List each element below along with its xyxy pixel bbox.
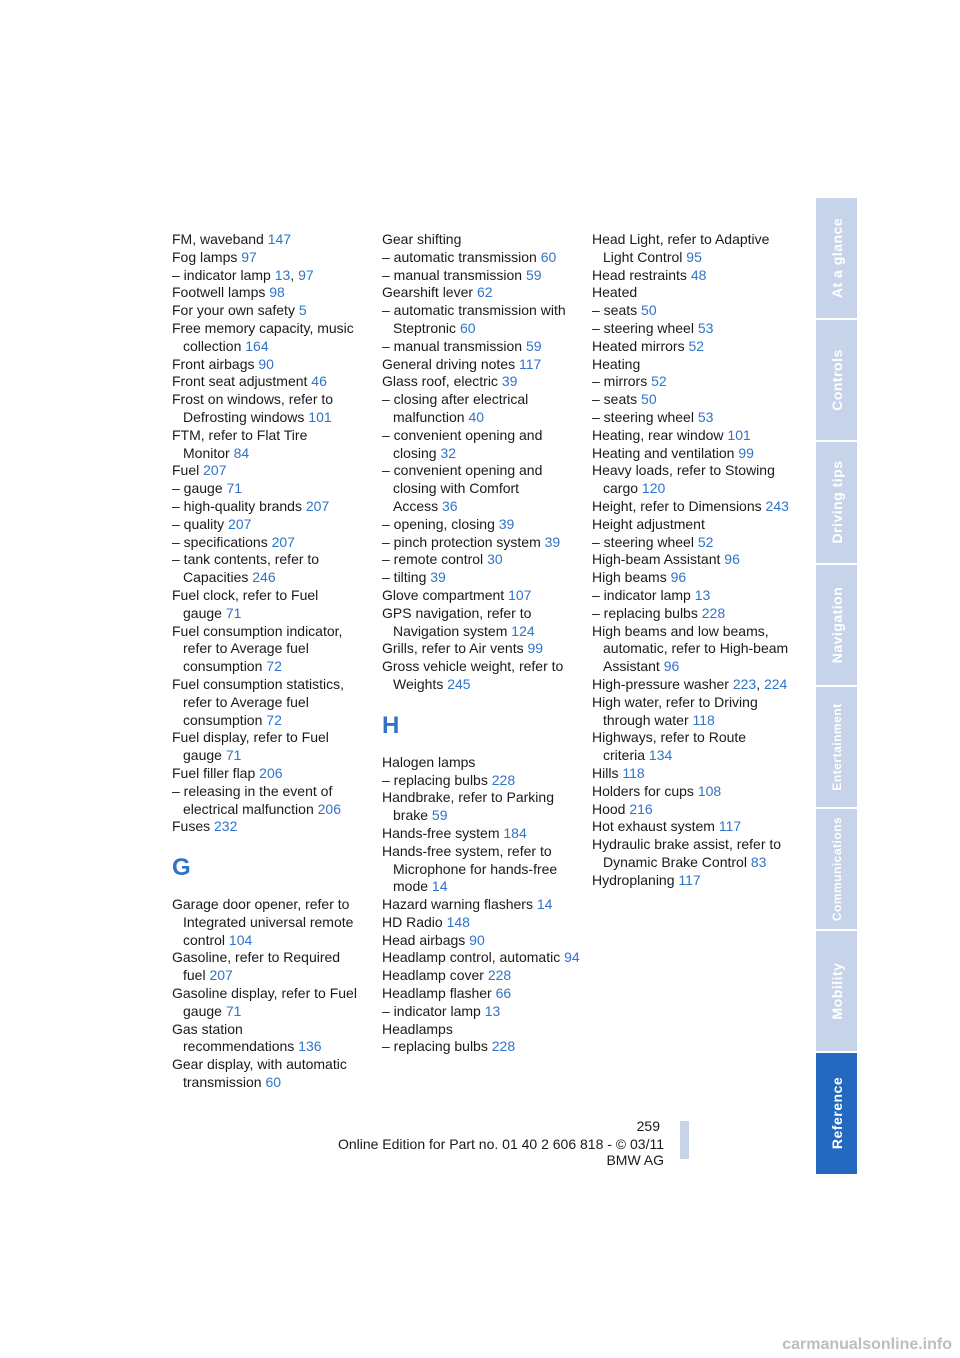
index-entry <box>592 765 792 783</box>
index-term: – mirrors <box>592 373 648 390</box>
index-entry <box>172 676 367 729</box>
index-term: Hazard warning flashers <box>382 896 533 913</box>
index-entry <box>382 249 582 267</box>
index-term: Heating, rear window <box>592 426 724 443</box>
index-term: Hands-free system <box>382 824 500 841</box>
index-entry <box>172 534 367 552</box>
index-term: FM, waveband <box>172 231 264 247</box>
page-link[interactable]: 228 <box>487 967 512 984</box>
page-link[interactable]: 124 <box>511 622 535 639</box>
index-term: – quality <box>172 515 225 532</box>
index-term: – replacing bulbs <box>592 604 698 621</box>
index-entry <box>172 427 367 463</box>
index-term: – replacing bulbs <box>382 771 488 788</box>
index-entry <box>382 373 582 391</box>
index-term: Garage door opener, refer to Integrated universal remote control <box>172 896 354 948</box>
index-term: Halogen lamps <box>382 753 476 770</box>
page-link[interactable]: 148 <box>446 913 470 930</box>
page-link[interactable]: 223 <box>732 675 757 692</box>
index-entry <box>172 729 367 765</box>
page-link[interactable]: 136 <box>298 1038 322 1055</box>
tab-label: Reference <box>828 1077 845 1150</box>
page-link[interactable]: 71 <box>226 480 243 497</box>
page-link[interactable]: 207 <box>271 533 295 550</box>
page-link[interactable]: 39 <box>501 373 518 390</box>
index-column-2 <box>382 231 582 1056</box>
index-term: – indicator lamp <box>172 266 271 283</box>
tab-label: Controls <box>828 349 845 412</box>
index-entry <box>382 267 582 285</box>
index-entry <box>382 843 582 896</box>
page-link[interactable]: 164 <box>245 337 269 354</box>
index-entry <box>382 932 582 950</box>
index-entry <box>382 1003 582 1021</box>
page-link[interactable]: 101 <box>308 408 332 425</box>
page-link[interactable]: 53 <box>697 319 714 336</box>
page-link[interactable]: 39 <box>544 533 561 550</box>
page-link[interactable]: 50 <box>641 391 657 408</box>
page-link[interactable]: 90 <box>258 355 274 372</box>
index-term: General driving notes <box>382 355 516 372</box>
index-entry <box>382 825 582 843</box>
index-entry <box>382 551 582 569</box>
index-entry <box>382 516 582 534</box>
index-term: Hydroplaning <box>592 871 675 888</box>
index-entry <box>172 356 367 374</box>
tab-label: At a glance <box>828 217 845 299</box>
index-term: – tank contents, refer to Capacities <box>172 551 320 586</box>
index-term: – automatic transmission <box>382 248 537 265</box>
page-link[interactable]: 246 <box>252 569 276 586</box>
index-term: Fog lamps <box>172 248 238 265</box>
page-link[interactable]: 232 <box>214 818 238 835</box>
index-entry <box>592 587 792 605</box>
page-link[interactable]: 40 <box>468 408 485 425</box>
page-link[interactable]: 134 <box>648 747 673 764</box>
index-term: – indicator lamp <box>592 586 691 603</box>
index-entry <box>172 623 367 676</box>
page-link[interactable]: 184 <box>503 824 527 841</box>
page-link[interactable]: 96 <box>724 551 740 568</box>
tab-label: Entertainment <box>829 703 844 791</box>
index-entry <box>592 694 792 730</box>
page-link[interactable]: 99 <box>527 640 544 657</box>
index-term: Head restraints <box>592 266 687 283</box>
page-number: 259 <box>636 1118 660 1134</box>
index-entry <box>592 231 792 267</box>
page-link[interactable]: 59 <box>525 337 542 354</box>
page-link[interactable]: 117 <box>718 818 742 835</box>
watermark: carmanualsonline.info <box>782 1336 952 1353</box>
index-entry <box>172 391 367 427</box>
page-link[interactable]: 101 <box>727 426 751 443</box>
index-term: – convenient opening and closing <box>382 426 543 461</box>
index-entry <box>172 462 367 480</box>
index-term: – remote control <box>382 551 484 568</box>
page-link[interactable]: 224 <box>763 675 788 692</box>
page-link[interactable]: 207 <box>209 967 233 984</box>
page-marker <box>680 1121 689 1159</box>
index-term: Grills, refer to Air vents <box>382 640 524 657</box>
index-entry <box>382 896 582 914</box>
index-term: High water, refer to Driving through water <box>592 693 758 728</box>
index-term: Fuel display, refer to Fuel gauge <box>172 729 329 764</box>
page-link[interactable]: 97 <box>241 248 257 265</box>
index-term: Glass roof, electric <box>382 373 498 390</box>
index-term: Front airbags <box>172 355 255 372</box>
page-link[interactable]: 245 <box>447 675 471 692</box>
index-entry <box>382 772 582 790</box>
page-link[interactable]: 52 <box>651 373 667 390</box>
page-link[interactable]: 118 <box>622 764 645 781</box>
page-link[interactable]: 72 <box>266 711 282 728</box>
page-link[interactable]: 104 <box>228 931 253 948</box>
index-entry <box>592 427 792 445</box>
index-entry <box>382 338 582 356</box>
index-entry <box>172 783 367 819</box>
tab-at-a-glance[interactable] <box>816 198 857 320</box>
index-entry <box>172 480 367 498</box>
index-entry <box>172 320 367 356</box>
index-entry <box>382 789 582 825</box>
page-link[interactable]: 13 <box>274 266 291 283</box>
index-term: Heated mirrors <box>592 337 685 354</box>
page-link[interactable]: 53 <box>697 408 714 425</box>
index-term: Fuel consumption statistics, refer to Average fuel consumption <box>172 675 344 728</box>
tab-driving-tips[interactable] <box>816 442 857 564</box>
page-link[interactable]: 13 <box>484 1002 501 1019</box>
tab-reference[interactable] <box>816 1053 857 1175</box>
index-term: GPS navigation, refer to Navigation system <box>382 604 532 639</box>
page-link[interactable]: 52 <box>688 337 705 354</box>
index-term: Headlamp flasher <box>382 985 492 1002</box>
page-link[interactable]: 117 <box>518 355 542 372</box>
index-term: Height, refer to Dimensions <box>592 497 762 514</box>
index-entry <box>172 551 367 587</box>
page-link[interactable]: 71 <box>225 1002 242 1019</box>
index-entry <box>382 569 582 587</box>
index-entry <box>592 676 792 694</box>
page-link[interactable]: 60 <box>540 248 557 265</box>
index-entry <box>172 302 367 320</box>
tab-label: Mobility <box>828 962 845 1020</box>
page-link[interactable]: 39 <box>498 515 515 532</box>
page-link[interactable]: 59 <box>525 266 542 283</box>
index-entry <box>172 373 367 391</box>
index-entry <box>382 462 582 515</box>
page-link[interactable]: 90 <box>469 931 485 948</box>
index-entry <box>382 231 582 249</box>
index-entry <box>382 949 582 967</box>
index-entry <box>592 605 792 623</box>
index-entry <box>592 623 792 676</box>
index-term: – opening, closing <box>382 515 495 532</box>
page-link[interactable]: 99 <box>738 444 754 461</box>
index-entry <box>382 587 582 605</box>
page-link[interactable]: 46 <box>311 373 327 390</box>
index-term: FTM, refer to Flat Tire Monitor <box>172 426 308 461</box>
index-column-3 <box>592 231 792 889</box>
index-entry <box>592 462 792 498</box>
index-term: Fuel clock, refer to Fuel gauge <box>172 586 319 621</box>
page-link[interactable]: 207 <box>228 515 252 532</box>
page-link[interactable]: 228 <box>491 771 516 788</box>
index-term: – indicator lamp <box>382 1002 481 1019</box>
page-link[interactable]: 228 <box>701 604 726 621</box>
section-tabs <box>816 198 857 1176</box>
page-link[interactable]: 36 <box>442 497 458 514</box>
index-entry <box>592 783 792 801</box>
index-term: High beams and low beams, automatic, refer to High-beam Assistant <box>592 622 789 675</box>
index-entry <box>172 587 367 623</box>
index-entry <box>592 534 792 552</box>
index-entry <box>592 356 792 374</box>
index-term: Headlamp control, automatic <box>382 949 561 966</box>
page-link[interactable]: 97 <box>298 266 314 283</box>
index-term: Heating <box>592 355 641 372</box>
index-entry <box>172 231 367 249</box>
index-entry <box>592 338 792 356</box>
index-term: Gear shifting <box>382 231 462 247</box>
index-entry <box>382 427 582 463</box>
index-term: – replacing bulbs <box>382 1038 488 1055</box>
page-link[interactable]: 95 <box>686 248 702 265</box>
index-term: – convenient opening and closing with Comfort Access <box>382 462 543 514</box>
index-term: Gasoline display, refer to Fuel gauge <box>172 985 357 1019</box>
index-letter-heading: H <box>382 711 400 739</box>
page-link[interactable]: 60 <box>459 319 476 336</box>
index-term: Gross vehicle weight, refer to Weights <box>382 658 564 692</box>
index-entry <box>592 836 792 872</box>
page-link[interactable]: 147 <box>267 231 292 247</box>
index-entry <box>592 569 792 587</box>
page-link[interactable]: 96 <box>663 658 680 675</box>
index-entry <box>382 391 582 427</box>
index-term: – steering wheel <box>592 319 694 336</box>
index-term: – high-quality brands <box>172 497 302 514</box>
index-term: – specifications <box>172 533 268 550</box>
page-link[interactable]: 30 <box>487 551 503 568</box>
index-entry <box>592 302 792 320</box>
page-link[interactable]: 50 <box>641 302 657 319</box>
index-term: – steering wheel <box>592 533 694 550</box>
index-term: Fuel consumption indicator, refer to Average fuel consumption <box>172 622 343 675</box>
page-link[interactable]: 66 <box>495 985 512 1002</box>
index-term: Glove compartment <box>382 586 505 603</box>
page-link[interactable]: 206 <box>259 764 283 781</box>
tab-label: Communications <box>829 816 844 922</box>
index-entry <box>382 754 582 772</box>
index-entry <box>592 267 792 285</box>
page-link[interactable]: 62 <box>476 284 493 301</box>
index-term: Front seat adjustment <box>172 373 308 390</box>
index-entry <box>382 534 582 552</box>
index-term: – pinch protection system <box>382 533 541 550</box>
index-entry <box>592 498 792 516</box>
index-term: – manual transmission <box>382 266 523 283</box>
index-entry <box>382 658 582 694</box>
page-link[interactable]: 59 <box>431 807 448 824</box>
index-entry <box>592 801 792 819</box>
index-entry <box>172 249 367 267</box>
page-link[interactable]: 52 <box>697 533 714 550</box>
tab-communications[interactable] <box>816 809 857 931</box>
index-entry <box>172 818 367 836</box>
index-term: Gearshift lever <box>382 284 474 301</box>
page-link[interactable]: 39 <box>430 569 446 586</box>
index-entry <box>382 356 582 374</box>
index-term: – seats <box>592 302 638 319</box>
index-term: Gasoline, refer to Required fuel <box>172 949 341 984</box>
index-entry <box>592 818 792 836</box>
index-term: Height adjustment <box>592 515 705 532</box>
page-link[interactable]: 72 <box>266 658 282 675</box>
index-term: High-beam Assistant <box>592 551 721 568</box>
index-term: Hands-free system, refer to Microphone for hands-free mode <box>382 842 558 895</box>
tab-label: Driving tips <box>828 460 845 544</box>
page-link[interactable]: 60 <box>265 1074 282 1091</box>
page-link[interactable]: 117 <box>678 871 701 888</box>
index-term: Headlamps <box>382 1020 453 1037</box>
index-term: HD Radio <box>382 913 443 930</box>
page-separator: , <box>290 266 295 283</box>
page-link[interactable]: 98 <box>269 284 285 301</box>
index-entry <box>382 605 582 641</box>
page-link[interactable]: 207 <box>203 462 227 479</box>
tab-label: Navigation <box>828 586 845 663</box>
index-term: Fuses <box>172 818 211 835</box>
index-entry <box>382 1038 582 1056</box>
page-link[interactable]: 83 <box>750 853 767 870</box>
index-entry <box>382 1021 582 1039</box>
index-term: Footwell lamps <box>172 284 266 301</box>
index-term: Fuel filler flap <box>172 764 256 781</box>
index-entry <box>382 302 582 338</box>
page-link[interactable]: 94 <box>564 949 580 966</box>
index-term: – seats <box>592 391 638 408</box>
index-column-1 <box>172 231 367 1092</box>
index-entry <box>592 729 792 765</box>
index-entry <box>382 967 582 985</box>
index-term: – closing after electrical malfunction <box>382 391 529 425</box>
index-entry <box>382 914 582 932</box>
page-link[interactable]: 96 <box>670 569 687 586</box>
index-term: Free memory capacity, music collection <box>172 319 354 354</box>
footer-text: Online Edition for Part no. 01 40 2 606 818 - © 03/11 BMW AG <box>337 1136 664 1168</box>
page-link[interactable]: 14 <box>536 896 553 913</box>
index-term: Holders for cups <box>592 782 694 799</box>
index-term: – gauge <box>172 480 223 497</box>
index-entry <box>592 284 792 302</box>
index-entry <box>172 516 367 534</box>
index-term: Highways, refer to Route criteria <box>592 729 747 764</box>
index-entry <box>382 284 582 302</box>
index-entry <box>592 373 792 391</box>
page-link[interactable]: 14 <box>431 878 448 895</box>
index-term: – steering wheel <box>592 408 694 425</box>
page-link[interactable]: 48 <box>690 266 707 283</box>
page-link[interactable]: 13 <box>694 586 711 603</box>
index-entry <box>592 320 792 338</box>
index-entry <box>592 409 792 427</box>
index-term: Head Light, refer to Adaptive Light Control <box>592 231 770 265</box>
index-term: High-pressure washer <box>592 675 729 692</box>
page-link[interactable]: 107 <box>508 586 532 603</box>
index-term: Fuel <box>172 462 200 479</box>
index-term: For your own safety <box>172 302 295 319</box>
index-term: High beams <box>592 569 667 586</box>
index-term: Hood <box>592 800 626 817</box>
index-term: Gear display, with automatic transmission <box>172 1056 347 1091</box>
index-term: – releasing in the event of electrical malfunction <box>172 782 333 817</box>
page-link[interactable]: 71 <box>225 747 242 764</box>
index-entry <box>592 516 792 534</box>
index-entry <box>172 284 367 302</box>
index-entry <box>382 640 582 658</box>
page-link[interactable]: 108 <box>697 782 722 799</box>
index-term: Hot exhaust system <box>592 818 715 835</box>
index-term: Head airbags <box>382 931 466 948</box>
index-entry <box>382 985 582 1003</box>
index-entry <box>172 1056 367 1092</box>
index-term: Frost on windows, refer to Defrosting windows <box>172 391 334 425</box>
index-letter-heading: G <box>172 854 191 882</box>
page-link[interactable]: 228 <box>491 1038 516 1055</box>
index-entry <box>172 1021 367 1057</box>
index-entry <box>172 896 367 949</box>
index-term: Headlamp cover <box>382 967 484 984</box>
tab-mobility[interactable] <box>816 931 857 1053</box>
page-link[interactable]: 32 <box>440 444 457 461</box>
index-term: – manual transmission <box>382 337 523 354</box>
index-entry <box>592 445 792 463</box>
index-term: Heating and ventilation <box>592 444 735 461</box>
tab-entertainment[interactable] <box>816 687 857 809</box>
index-entry <box>172 498 367 516</box>
index-entry <box>592 551 792 569</box>
page-link[interactable]: 84 <box>233 444 250 461</box>
index-term: Hydraulic brake assist, refer to Dynamic Brake Control <box>592 836 782 870</box>
page-separator: , <box>756 675 761 692</box>
index-entry <box>172 985 367 1021</box>
index-term: – tilting <box>382 569 427 586</box>
index-term: Heavy loads, refer to Stowing cargo <box>592 462 775 497</box>
index-entry <box>172 765 367 783</box>
page-link[interactable]: 216 <box>629 800 653 817</box>
index-term: Handbrake, refer to Parking brake <box>382 789 554 824</box>
index-entry <box>592 872 792 890</box>
page-link[interactable]: 243 <box>765 497 789 514</box>
index-entry <box>172 949 367 985</box>
index-term: Heated <box>592 284 638 301</box>
index-term: – automatic transmission with Steptronic <box>382 302 566 336</box>
page-link[interactable]: 206 <box>317 800 341 817</box>
tab-navigation[interactable] <box>816 565 857 687</box>
page-link[interactable]: 118 <box>692 711 715 728</box>
page-link[interactable]: 5 <box>298 302 307 319</box>
page-link[interactable]: 71 <box>225 604 242 621</box>
index-entry <box>592 391 792 409</box>
tab-controls[interactable] <box>816 320 857 442</box>
page-link[interactable]: 120 <box>641 480 666 497</box>
index-term: Gas station recommendations <box>172 1020 295 1055</box>
index-term: Hills <box>592 764 619 781</box>
index-entry <box>172 267 367 285</box>
page-link[interactable]: 207 <box>305 497 330 514</box>
